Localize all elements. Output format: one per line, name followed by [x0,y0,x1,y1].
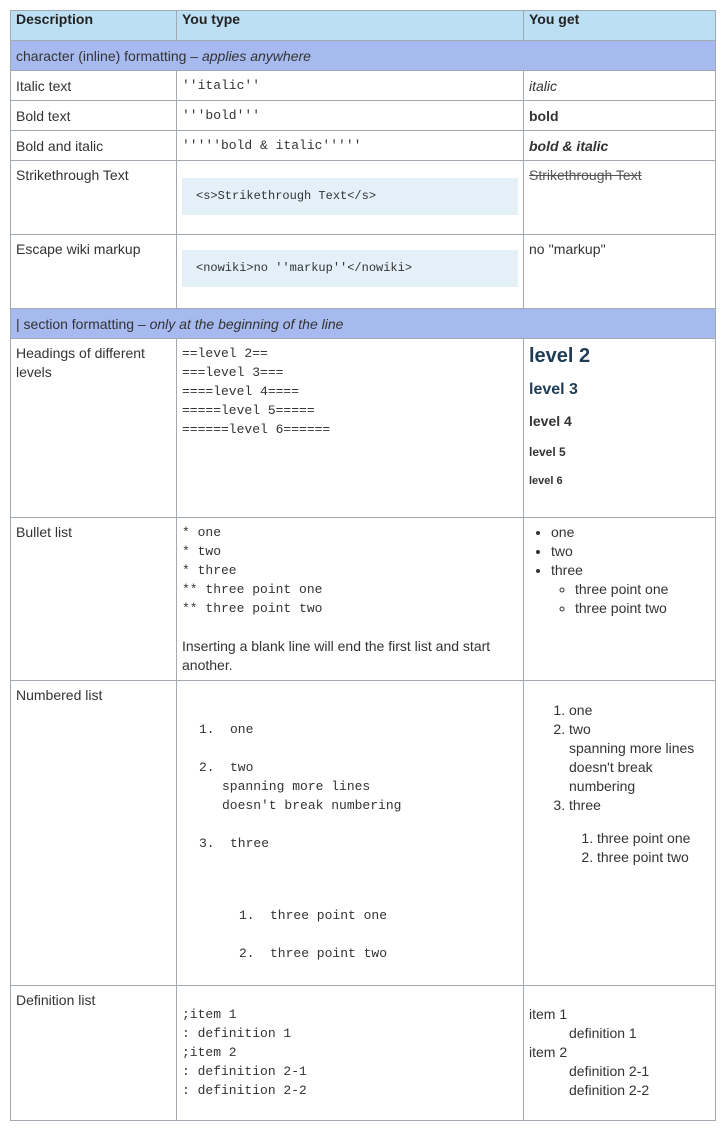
num-sublist [569,829,710,867]
section-section-cell [11,309,716,339]
num-markup-n32: 2. [239,946,255,961]
escape-result: no ''markup'' [529,241,606,257]
num-item-three-two: 2. three point two [597,848,710,867]
bold-description: Bold text [11,101,177,131]
bullet-description: Bullet list [16,524,73,540]
num-markup-n31: 1. [239,908,255,923]
section-row-section [11,309,716,339]
row-headings [11,339,716,518]
heading-level-5: level 5 [529,445,566,459]
bold-result: bold [524,101,716,131]
header-row [11,11,716,41]
headings-markup: ==level 2== ===level 3=== ====level 4==== =====level 5===== ======level 6====== [182,346,331,437]
num-markup-t2c: doesn't break numbering [222,798,402,813]
italic-markup: ''italic'' [177,71,524,101]
escape-description-cell [11,235,177,309]
strike-description: Strikethrough Text [16,167,129,183]
row-bold [11,101,716,131]
bullet-item-one: • one [551,523,710,542]
escape-markup: <nowiki>no ''markup''</nowiki> [182,250,518,287]
bullet-markup: * one * two * three ** three point one ** three point two [182,525,323,616]
definition-result-list [529,986,710,1100]
strike-description-cell [11,161,177,235]
heading-level-3: level 3 [529,381,578,398]
escape-result-cell [524,235,716,309]
numbered-markup [182,681,518,981]
bold-italic-result: bold & italic [524,131,716,161]
num-item-two-label: 2. two [569,721,591,737]
num-item-two-b: spanning more lines [569,740,695,756]
num-item-two-d: numbering [569,778,636,794]
def-desc-1: definition 1 [569,1025,637,1041]
strike-markup-cell [177,161,524,235]
section-section-note: only at the beginning of the line [149,315,344,332]
escape-description: Escape wiki markup [16,241,141,257]
num-item-three [569,796,710,867]
def-term-1: item 1 [529,1006,568,1022]
row-italic [11,71,716,101]
bold-markup: '''bold''' [177,101,524,131]
num-item-three-label: three [569,797,601,813]
definition-markup: ;item 1 : definition 1 ;item 2 : definition 2-1 : definition 2-2 [182,1007,307,1098]
section-inline-cell [11,41,716,71]
num-item-two-c: doesn't break [569,759,653,775]
num-markup-n2: 2. [199,760,215,775]
bullet-item-three [551,561,710,618]
bullet-sublist [551,580,710,618]
row-escape [11,235,716,309]
num-markup-t3: three [230,836,270,851]
definition-result-cell [524,986,716,1121]
num-markup-t31: three point one [270,908,388,923]
heading-level-4: level 4 [529,413,572,429]
header-description: Description [11,11,177,41]
heading-level-6: level 6 [529,475,563,487]
wiki-formatting-table [10,10,716,1121]
strike-result-cell [524,161,716,235]
num-item-three-one: 1. three point one [597,829,710,848]
row-bold-italic [11,131,716,161]
bullet-note: Inserting a blank line will end the first list and start another. [182,638,491,673]
strike-result: Strikethrough Text [529,167,642,183]
headings-result-cell [524,339,716,518]
def-desc-2-1: definition 2-1 [569,1063,650,1079]
bullet-result-list [529,518,710,618]
bold-italic-markup: '''''bold & italic''''' [177,131,524,161]
bold-italic-description: Bold and italic [11,131,177,161]
num-markup-n1: 1. [199,722,215,737]
section-inline-note: applies anywhere [201,47,311,64]
section-section-label: | section formatting – [16,315,150,332]
escape-markup-cell [177,235,524,309]
italic-description: Italic text [11,71,177,101]
numbered-result-list [529,681,710,867]
bullet-item-three-one: ◦ three point one [575,580,710,599]
row-bullet-list [11,518,716,681]
numbered-result-cell [524,681,716,986]
bullet-item-three-label: three [551,562,583,578]
row-definition-list [11,986,716,1121]
definition-description: Definition list [16,992,96,1008]
section-inline-label: character (inline) formatting – [16,47,202,64]
num-item-one: 1. one [569,701,710,720]
num-markup-t1: one [230,722,254,737]
numbered-markup-cell [177,681,524,986]
italic-result: italic [524,71,716,101]
numbered-description: Numbered list [16,687,103,703]
bullet-result-cell [524,518,716,681]
header-you-get: You get [524,11,716,41]
headings-description: Headings of different levels [16,345,145,380]
headings-description-cell [11,339,177,518]
numbered-description-cell [11,681,177,986]
strike-markup: <s>Strikethrough Text</s> [182,178,518,215]
heading-level-2: level 2 [529,345,591,367]
num-markup-t2: two [230,760,254,775]
bullet-item-two: • two [551,542,710,561]
definition-markup-cell [177,986,524,1121]
num-markup-t32: three point two [270,946,388,961]
row-numbered-list [11,681,716,986]
num-item-two [569,720,710,796]
bullet-markup-cell [177,518,524,681]
bullet-description-cell [11,518,177,681]
row-strikethrough [11,161,716,235]
num-markup-t2b: spanning more lines [222,779,371,794]
bullet-item-three-two: ◦ three point two [575,599,710,618]
def-desc-2-2: definition 2-2 [569,1082,650,1098]
section-row-inline [11,41,716,71]
num-markup-n3: 3. [199,836,215,851]
definition-description-cell [11,986,177,1121]
headings-markup-cell [177,339,524,518]
def-term-2: item 2 [529,1044,568,1060]
header-you-type: You type [177,11,524,41]
